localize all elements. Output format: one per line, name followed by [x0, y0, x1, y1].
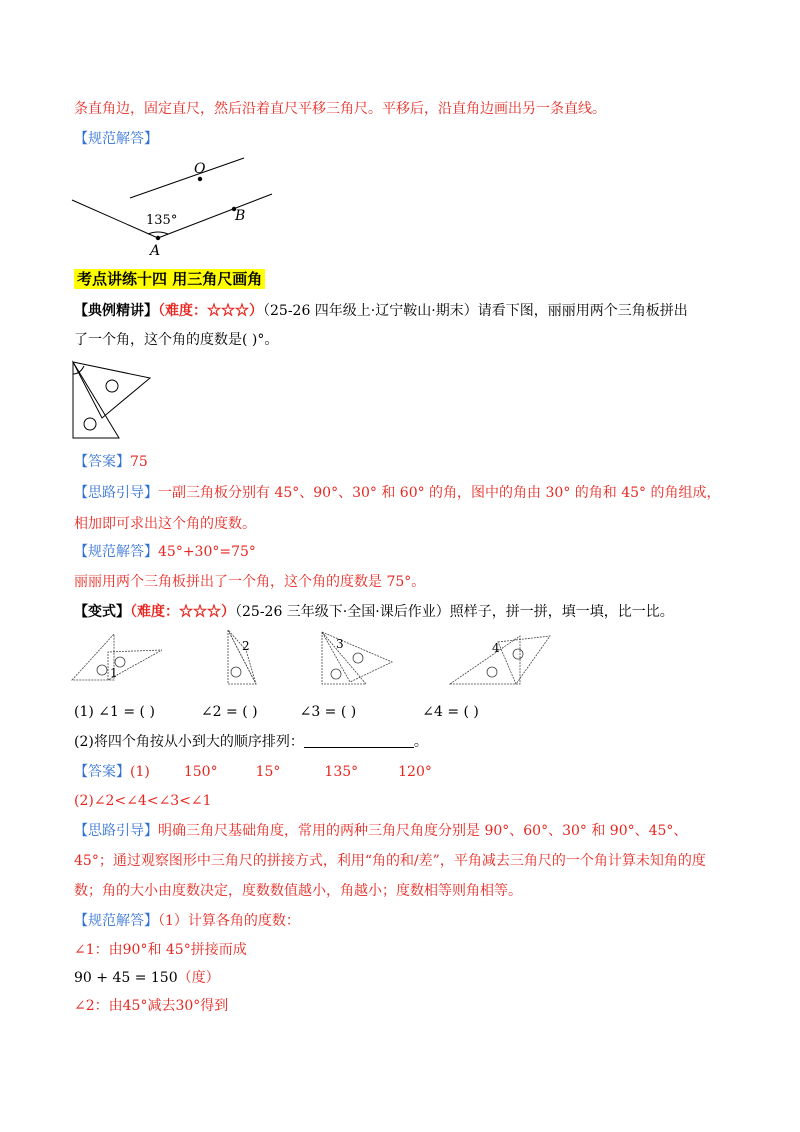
variant-hint-tag: 【思路引导】	[74, 823, 158, 839]
variant-q2	[74, 732, 428, 752]
example-line-1	[74, 301, 688, 321]
step1-calc: 90 + 45 = 150	[74, 970, 178, 986]
variant-solution	[74, 911, 300, 931]
example-line-2: 了一个角，这个角的度数是( )°。	[74, 332, 279, 348]
example-hint-line-2: 相加即可求出这个角的度数。	[74, 516, 256, 532]
q1-angle-2: ∠2 = ( )	[200, 704, 258, 720]
variant-line-1	[74, 602, 674, 622]
q2-text: (2)将四个角按从小到大的顺序排列：	[74, 734, 304, 750]
variant-figure-4	[450, 636, 550, 684]
variant-tag: 【变式】	[74, 604, 130, 620]
variant-step-1: ∠1：由90°和 45°拼接而成	[74, 942, 247, 958]
example-solution	[74, 542, 256, 562]
variant-step-2: ∠2：由45°减去30°得到	[74, 998, 229, 1014]
variant-q1	[74, 702, 479, 722]
example-answer	[74, 452, 148, 472]
variant-hint-text-1: 明确三角尺基础角度，常用的两种三角尺角度分别是 90°、60°、30° 和 90°、45°、	[158, 823, 688, 839]
variant-difficulty: （难度：☆☆☆）	[130, 604, 235, 620]
variant-solution-intro: （1）计算各角的度数：	[158, 913, 300, 929]
variant-figure-2	[228, 630, 256, 684]
section-title-wrap	[74, 269, 265, 290]
example-difficulty: （难度：☆☆☆）	[158, 303, 263, 319]
answer-value: 75	[130, 454, 148, 470]
step1-unit: （度）	[177, 970, 220, 986]
variant-answer	[74, 762, 432, 782]
two-set-squares-figure	[72, 360, 162, 440]
variant-answer-3: 135°	[324, 764, 359, 780]
variant-figure-3	[322, 632, 392, 684]
hint-tag: 【思路引导】	[74, 485, 158, 501]
solution-tag: 【规范解答】	[74, 544, 158, 560]
variant-hint-line-2: 45°；通过观察图形中三角尺的拼接方式，利用“角的和/差”，平角减去三角尺的一个角计算未知角的度	[74, 853, 706, 869]
variant-answer-part: (1)	[130, 764, 150, 780]
variant-figure-1	[72, 634, 162, 680]
variant-answer-tag: 【答案】	[74, 764, 130, 780]
label-o: O	[194, 161, 206, 177]
example-tag: 【典例精讲】	[74, 303, 158, 319]
variant-answer-1: 150°	[183, 764, 218, 780]
fig-label-4: 4	[492, 641, 500, 655]
variant-solution-tag: 【规范解答】	[74, 913, 158, 929]
standard-answer-label: 【规范解答】	[74, 131, 158, 147]
answer-tag: 【答案】	[74, 454, 130, 470]
q2-blank[interactable]	[304, 733, 414, 748]
hint-text-1: 一副三角板分别有 45°、90°、30° 和 60° 的角，图中的角由 30° 的角和 45° 的角组成，	[158, 485, 721, 501]
fig-label-2: 2	[242, 639, 250, 653]
variant-figures	[72, 630, 562, 690]
q2-end: 。	[413, 734, 428, 750]
example-source: （25-26 四年级上·辽宁鞍山·期末）请看下图，丽丽用两个三角板拼出	[263, 303, 688, 319]
angle-135-label: 135°	[146, 213, 178, 228]
fig-label-3: 3	[336, 637, 344, 651]
continued-text: 条直角边，固定直尺，然后沿着直尺平移三角尺。平移后，沿直角边画出另一条直线。	[74, 101, 606, 117]
label-a: A	[150, 243, 161, 259]
variant-hint-line-3: 数；角的大小由度数决定，度数数值越小，角越小；度数相等则角相等。	[74, 883, 522, 899]
example-conclusion: 丽丽用两个三角板拼出了一个角，这个角的度数是 75°。	[74, 574, 426, 590]
fig-label-1: 1	[110, 666, 118, 680]
label-b: B	[235, 208, 246, 224]
q1-angle-3: ∠3 = ( )	[299, 704, 357, 720]
example-hint-line-1	[74, 483, 721, 503]
variant-answer-2: 15°	[255, 764, 281, 780]
variant-answer-line-2: (2)∠2<∠4<∠3<∠1	[74, 793, 212, 809]
q1-angle-4: ∠4 = ( )	[422, 704, 479, 720]
variant-hint-line-1	[74, 821, 687, 841]
variant-answer-4: 120°	[398, 764, 432, 780]
variant-step-1-calc	[74, 968, 220, 988]
q1-angle-1: (1) ∠1 = ( )	[74, 704, 155, 720]
variant-source: （25-26 三年级下·全国·课后作业）照样子，拼一拼，填一填，比一比。	[235, 604, 674, 620]
solution-value: 45°+30°=75°	[158, 544, 256, 560]
section-title: 考点讲练十四 用三角尺画角	[74, 269, 265, 289]
parallel-lines-figure	[72, 158, 292, 258]
